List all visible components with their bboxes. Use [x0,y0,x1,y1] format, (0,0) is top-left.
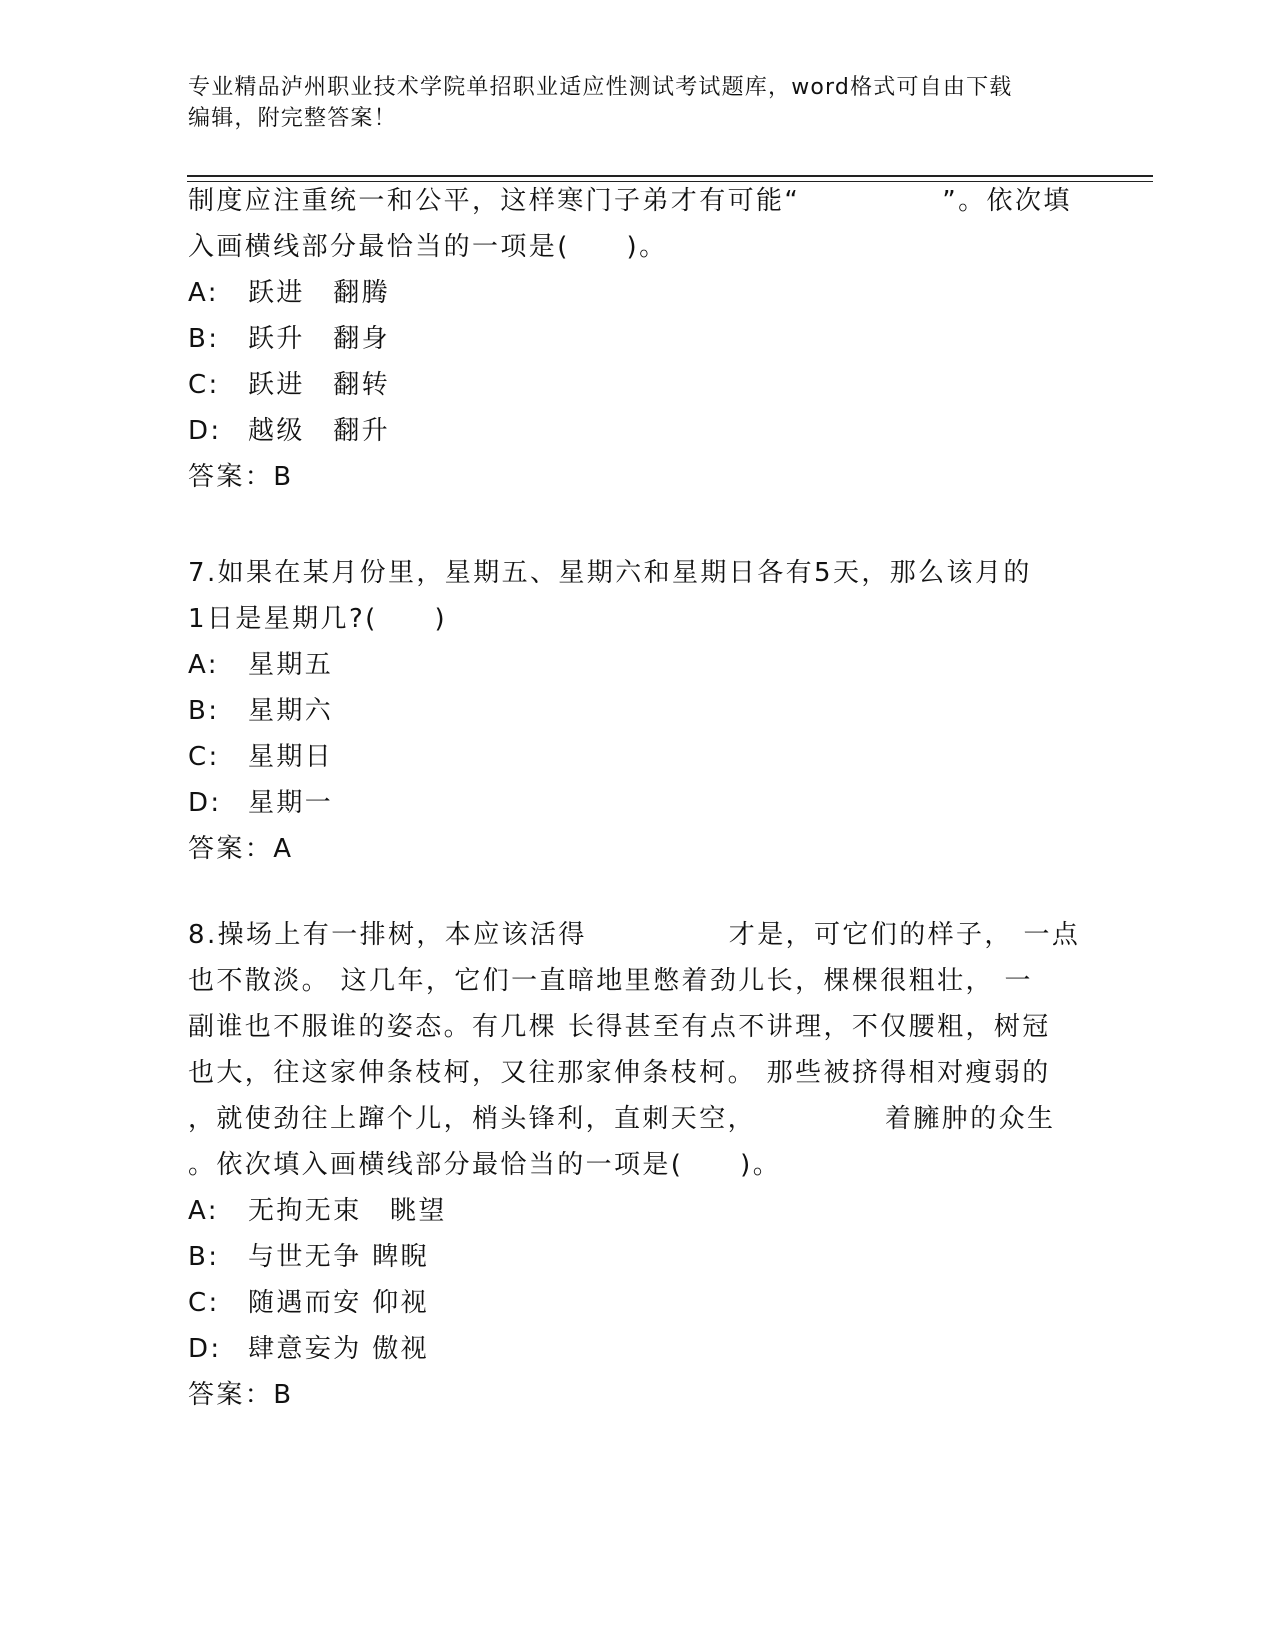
question-text-line: 制度应注重统一和公平，这样寒门子弟才有可能“ ”。依次填 [188,186,1072,216]
option-c [188,734,1032,780]
option-letter: C: [188,370,220,400]
option-text: 与世无争 睥睨 [248,1242,430,1272]
option-text: 跃升 翻身 [248,324,391,354]
header-rule-thick [187,175,1153,177]
question-text-line: 也不散淡。 这几年，它们一直暗地里憋着劲儿长，棵棵很粗壮， 一 [188,966,1033,996]
option-letter: D: [188,788,222,818]
option-letter: D: [188,416,222,446]
question-text-line: 。依次填入画横线部分最恰当的一项是( )。 [188,1150,782,1180]
option-letter: B: [188,324,220,354]
option-c [188,1280,1080,1326]
option-text: 星期一 [248,788,334,818]
option-text: 跃进 翻腾 [248,278,391,308]
option-b [188,316,1072,362]
option-a [188,270,1072,316]
option-d [188,1326,1080,1372]
answer-line: 答案：B [188,1380,294,1410]
option-a [188,1188,1080,1234]
option-text: 星期六 [248,696,334,726]
option-text: 星期五 [248,650,334,680]
option-d [188,408,1072,454]
question-text-line: 8.操场上有一排树，本应该活得 才是，可它们的样子， 一点 [188,920,1081,950]
option-text: 跃进 翻转 [248,370,391,400]
question-8 [188,912,1080,1418]
question-text-line: 1日是星期几?( ) [188,604,448,634]
option-text: 肆意妄为 傲视 [248,1334,430,1364]
option-letter: B: [188,1242,220,1272]
option-a [188,642,1032,688]
option-text: 星期日 [248,742,334,772]
option-letter: B: [188,696,220,726]
option-letter: D: [188,1334,222,1364]
question-text-line: 7.如果在某月份里，星期五、星期六和星期日各有5天，那么该月的 [188,558,1032,588]
option-b [188,1234,1080,1280]
question-text-line: 入画横线部分最恰当的一项是( )。 [188,232,668,262]
option-letter: C: [188,742,220,772]
option-letter: A: [188,650,219,680]
option-d [188,780,1032,826]
option-text: 无拘无束 眺望 [248,1196,447,1226]
header-line-1: 专业精品泸州职业技术学院单招职业适应性测试考试题库，word格式可自由下载 [188,75,1013,100]
question-text-line: 副谁也不服谁的姿态。有几棵 长得甚至有点不讲理，不仅腰粗，树冠 [188,1012,1051,1042]
header-line-2: 编辑，附完整答案！ [188,106,397,131]
question-text-line: ，就使劲往上蹿个儿，梢头锋利，直刺天空， 着臃肿的众生 [188,1104,1056,1134]
option-letter: C: [188,1288,220,1318]
option-text: 越级 翻升 [248,416,391,446]
option-letter: A: [188,1196,219,1226]
option-text: 随遇而安 仰视 [248,1288,430,1318]
option-b [188,688,1032,734]
answer-line: 答案：A [188,834,294,864]
question-6 [188,178,1072,500]
option-c [188,362,1072,408]
document-header [188,72,1078,134]
question-7 [188,550,1032,872]
answer-line: 答案：B [188,462,294,492]
option-letter: A: [188,278,219,308]
question-text-line: 也大，往这家伸条枝柯，又往那家伸条枝柯。 那些被挤得相对瘦弱的 [188,1058,1051,1088]
